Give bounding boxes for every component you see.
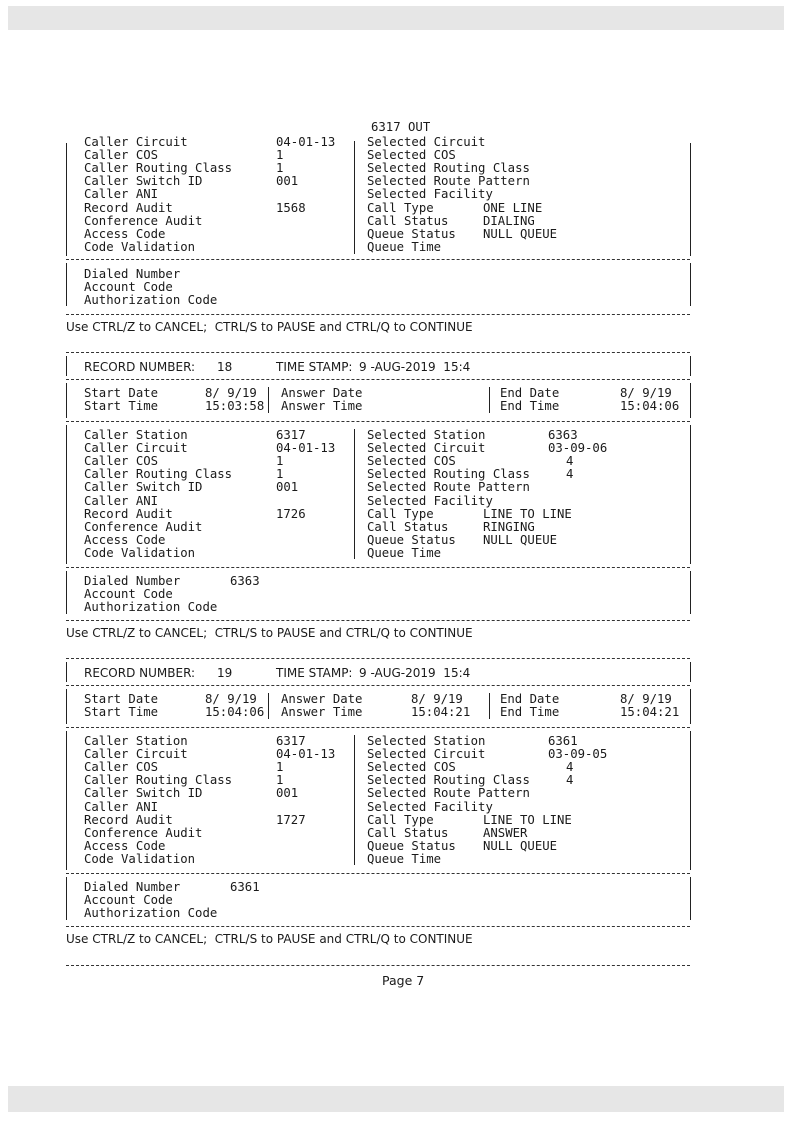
field-value: 001 [276,174,299,189]
page-footer-rule [66,965,690,966]
record-number: 18 [217,360,233,374]
end-time-label: End Time [500,705,560,720]
field-label: Code Validation [84,545,196,560]
box-left-border [66,263,67,306]
box-right-border [690,689,691,724]
record-number: 19 [217,666,233,680]
field-label: Selected Station [367,734,486,748]
field-value: 04-01-13 [276,747,336,762]
field-label: Selected Facility [367,493,493,508]
field-label: Queue Time [367,545,442,560]
field-label: Selected COS [367,148,456,163]
box-left-border [66,356,67,376]
field-label: Account Code [84,893,173,908]
field-label: Queue Status [367,838,456,853]
field-value: 001 [276,480,299,495]
section-divider [66,685,690,686]
field-value: 1 [276,454,284,469]
field-value: 4 [566,773,574,788]
field-label: Caller Circuit [84,747,188,762]
field-label: Code Validation [84,239,196,254]
field-label: Record Audit [84,506,173,521]
field-label: Caller Routing Class [84,161,233,176]
column-separator [268,387,269,413]
end-time: 15:04:06 [620,399,680,414]
start-time-label: Start Time [84,399,159,414]
section-divider [66,314,690,315]
field-value: 6361 [230,880,260,894]
box-left-border [66,425,67,564]
field-label: Account Code [84,587,173,602]
box-left-border [66,877,67,920]
record-bottom-border [66,620,690,621]
box-right-border [690,662,691,682]
record-header-note: 6317 OUT [371,120,431,134]
box-right-border [690,143,691,256]
field-label: Conference Audit [84,825,203,840]
box-left-border [66,689,67,724]
field-value: 4 [566,454,574,469]
field-value: 04-01-13 [276,441,336,456]
field-value: ANSWER [483,825,528,840]
field-label: Access Code [84,532,166,547]
start-date: 8/ 9/19 [205,386,257,400]
section-divider [66,379,690,380]
field-label: Caller COS [84,760,159,775]
column-separator [268,693,269,719]
field-value: 1 [276,148,284,163]
start-time-label: Start Time [84,705,159,720]
field-value: 1726 [276,506,306,521]
start-time: 15:03:58 [205,399,265,414]
field-value: 1 [276,760,284,775]
field-value: 001 [276,786,299,801]
start-date-label: Start Date [84,386,159,400]
field-label: Selected Route Pattern [367,174,530,189]
field-label: Selected Facility [367,187,493,202]
timestamp-label: TIME STAMP: [276,360,353,374]
field-label: Caller ANI [84,187,159,202]
answer-time-label: Answer Time [281,705,363,720]
field-value: RINGING [483,519,535,534]
field-value: 6363 [548,428,578,442]
box-right-border [690,877,691,920]
field-label: Record Audit [84,812,173,827]
box-right-border [690,731,691,870]
field-label: Call Type [367,506,434,521]
record-top-border [66,352,690,353]
field-label: Queue Time [367,851,442,866]
field-value: 6317 [276,428,306,442]
control-instructions: Use CTRL/Z to CANCEL; CTRL/S to PAUSE and CTRL/Q to CONTINUE [66,320,473,334]
start-date-label: Start Date [84,692,159,706]
field-label: Queue Time [367,239,442,254]
field-label: Selected COS [367,760,456,775]
field-label: Call Status [367,825,449,840]
field-label: Selected Circuit [367,747,486,762]
field-label: Call Status [367,213,449,228]
end-date-label: End Date [500,692,560,706]
box-left-border [66,662,67,682]
answer-date: 8/ 9/19 [411,692,463,706]
end-time-label: End Time [500,399,560,414]
field-value: ONE LINE [483,200,543,215]
field-value: 1 [276,467,284,482]
field-value: 6363 [230,574,260,588]
record-top-border [66,658,690,659]
field-label: Dialed Number [84,880,181,894]
field-label: Dialed Number [84,267,181,281]
section-divider [66,567,690,568]
field-label: Selected Circuit [367,441,486,456]
field-label: Caller Circuit [84,135,188,149]
field-label: Authorization Code [84,600,218,615]
start-date: 8/ 9/19 [205,692,257,706]
field-label: Queue Status [367,226,456,241]
field-value: 04-01-13 [276,135,336,149]
field-label: Selected Circuit [367,135,486,149]
record-bottom-border [66,926,690,927]
field-label: Selected COS [367,454,456,469]
answer-time-label: Answer Time [281,399,363,414]
field-value: 4 [566,467,574,482]
end-date: 8/ 9/19 [620,692,672,706]
field-value: 1727 [276,812,306,827]
field-label: Selected Route Pattern [367,480,530,495]
field-value: 4 [566,760,574,775]
end-date: 8/ 9/19 [620,386,672,400]
field-label: Selected Route Pattern [367,786,530,801]
box-right-border [690,383,691,418]
section-divider [66,259,690,260]
field-value: 03-09-06 [548,441,608,456]
field-label: Dialed Number [84,574,181,588]
field-label: Conference Audit [84,519,203,534]
box-left-border [66,143,67,256]
column-separator [354,735,355,865]
field-value: 1 [276,773,284,788]
column-separator [489,387,490,413]
field-value: DIALING [483,213,535,228]
field-label: Caller COS [84,454,159,469]
field-label: Caller ANI [84,799,159,814]
field-label: Caller Switch ID [84,174,203,189]
column-separator [354,141,355,254]
column-separator [354,429,355,559]
field-label: Selected Facility [367,799,493,814]
field-label: Code Validation [84,851,196,866]
field-value: LINE TO LINE [483,506,572,521]
end-date-label: End Date [500,386,560,400]
field-value: 1 [276,161,284,176]
field-label: Queue Status [367,532,456,547]
field-label: Call Type [367,200,434,215]
timestamp-label: TIME STAMP: [276,666,353,680]
section-divider [66,873,690,874]
field-value: NULL QUEUE [483,838,558,853]
field-label: Account Code [84,280,173,295]
field-label: Caller Routing Class [84,773,233,788]
field-value: 03-09-05 [548,747,608,762]
field-label: Selected Station [367,428,486,442]
field-label: Caller Station [84,734,188,748]
field-label: Selected Routing Class [367,467,530,482]
field-label: Selected Routing Class [367,161,530,176]
field-label: Record Audit [84,200,173,215]
start-time: 15:04:06 [205,705,265,720]
box-left-border [66,731,67,870]
control-instructions: Use CTRL/Z to CANCEL; CTRL/S to PAUSE and CTRL/Q to CONTINUE [66,932,473,946]
box-right-border [690,571,691,614]
section-divider [66,727,690,728]
field-label: Selected Routing Class [367,773,530,788]
record-number-label: RECORD NUMBER: [84,360,196,374]
box-left-border [66,571,67,614]
field-label: Caller Routing Class [84,467,233,482]
timestamp-value: 9 -AUG-2019 15:4 [359,666,471,680]
field-label: Caller ANI [84,493,159,508]
field-value: 6361 [548,734,578,748]
section-divider [66,421,690,422]
field-label: Caller Circuit [84,441,188,456]
field-label: Caller Station [84,428,188,442]
field-value: LINE TO LINE [483,812,572,827]
field-label: Access Code [84,838,166,853]
field-label: Caller Switch ID [84,480,203,495]
field-value: NULL QUEUE [483,226,558,241]
field-label: Access Code [84,226,166,241]
answer-date-label: Answer Date [281,386,363,400]
box-right-border [690,425,691,564]
field-value: 1568 [276,200,306,215]
record-number-label: RECORD NUMBER: [84,666,196,680]
end-time: 15:04:21 [620,705,680,720]
field-value: 6317 [276,734,306,748]
field-label: Call Type [367,812,434,827]
field-label: Call Status [367,519,449,534]
answer-time: 15:04:21 [411,705,471,720]
field-value: NULL QUEUE [483,532,558,547]
field-label: Authorization Code [84,906,218,921]
box-left-border [66,383,67,418]
column-separator [489,693,490,719]
field-label: Caller COS [84,148,159,163]
box-right-border [690,356,691,376]
field-label: Authorization Code [84,293,218,308]
box-right-border [690,263,691,306]
field-label: Caller Switch ID [84,786,203,801]
field-label: Conference Audit [84,213,203,228]
control-instructions: Use CTRL/Z to CANCEL; CTRL/S to PAUSE and CTRL/Q to CONTINUE [66,626,473,640]
page-number: Page 7 [382,973,425,988]
timestamp-value: 9 -AUG-2019 15:4 [359,360,471,374]
answer-date-label: Answer Date [281,692,363,706]
